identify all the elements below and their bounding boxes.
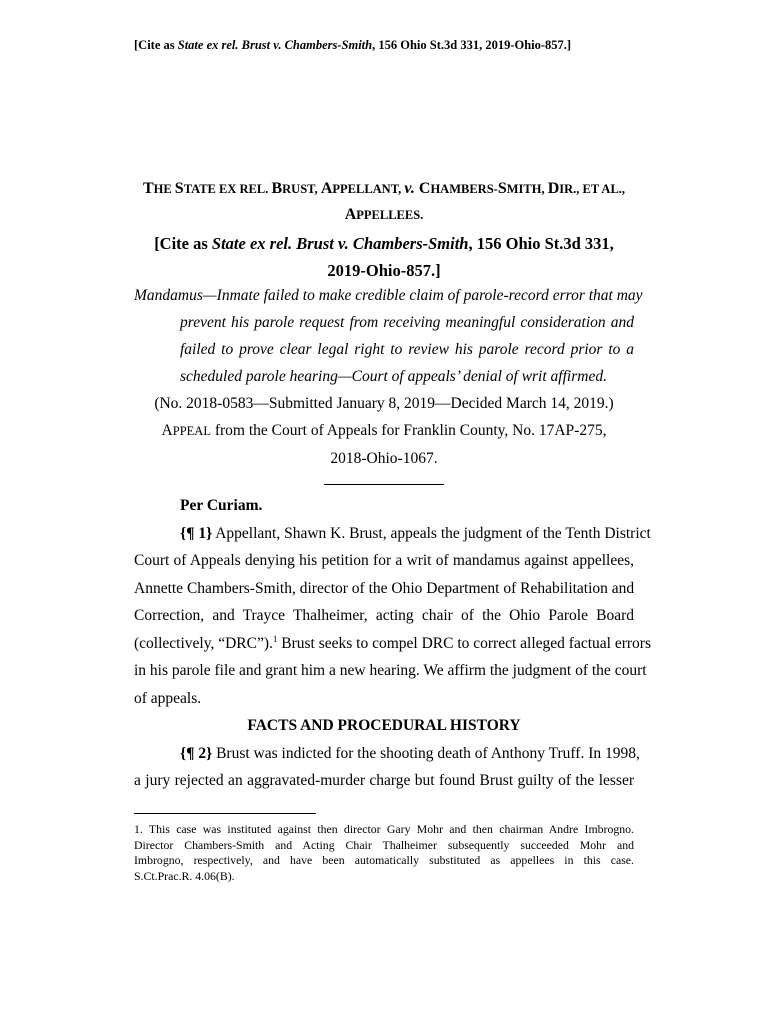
- paragraph-number: {¶ 2}: [180, 744, 213, 762]
- footnote-line: Director Chambers-Smith and Acting Chair Thalheimer subsequently succeeded Mohr and: [134, 837, 634, 852]
- case-citation-line-2: 2019-Ohio-857.]: [327, 261, 441, 280]
- header-cite-suffix: , 156 Ohio St.3d 331, 2019-Ohio-857.]: [372, 38, 572, 52]
- caption-line-1: THE STATE EX REL. BRUST, APPELLANT, v. CHAMBERS-SMITH, DIR., ET AL.,: [142, 180, 626, 197]
- footnote-rule: [134, 813, 316, 814]
- paragraph-line: of appeals.: [134, 689, 202, 707]
- syllabus-line: prevent his parole request from receiving meaningful consideration and: [180, 314, 634, 331]
- syllabus-line: scheduled parole hearing—Court of appeals’ denial of writ affirmed.: [180, 368, 607, 385]
- header-citation: [134, 38, 694, 53]
- syllabus: [134, 282, 643, 390]
- footnote-line: S.Ct.Prac.R. 4.06(B).: [134, 868, 235, 883]
- footnote-reference[interactable]: 1: [272, 633, 278, 644]
- paragraph-line: in his parole file and grant him a new hearing. We affirm the judgment of the court: [134, 662, 647, 679]
- paragraph-line: Court of Appeals denying his petition for a writ of mandamus against appellees,: [134, 552, 634, 569]
- docket-line: (No. 2018-0583—Submitted January 8, 2019—Decided March 14, 2019.): [154, 395, 614, 412]
- paragraph-number: {¶ 1}: [180, 524, 213, 542]
- footnote-line: 1. This case was instituted against then director Gary Mohr and then chairman Andre Imbrogno.: [134, 822, 634, 836]
- syllabus-line: failed to prove clear legal right to review his parole record prior to a: [180, 341, 634, 358]
- section-divider: [324, 484, 444, 485]
- paragraph-2: [134, 740, 640, 795]
- caption-line-2: APPELLEES.: [344, 206, 424, 223]
- per-curiam-heading: Per Curiam.: [180, 497, 263, 514]
- appeal-line: APPEAL from the Court of Appeals for Franklin County, No. 17AP-275,: [161, 422, 607, 439]
- appeal-cite-line: 2018-Ohio-1067.: [330, 450, 438, 467]
- paragraph-line: Annette Chambers-Smith, director of the Ohio Department of Rehabilitation and: [134, 579, 635, 597]
- paragraph-line: Correction, and Trayce Thalheimer, acting chair of the Ohio Parole Board: [134, 607, 634, 624]
- paragraph-line: a jury rejected an aggravated-murder charge but found Brust guilty of the lesser: [134, 772, 634, 789]
- case-citation-line-1: [Cite as State ex rel. Brust v. Chambers-Smith, 156 Ohio St.3d 331,: [154, 234, 614, 253]
- footnote-line: Imbrogno, respectively, and have been automatically substituted as appellees in this case.: [134, 853, 634, 867]
- syllabus-line: Mandamus—Inmate failed to make credible claim of parole-record error that may: [134, 287, 643, 304]
- header-cite-case: State ex rel. Brust v. Chambers-Smith: [177, 38, 373, 52]
- header-cite-prefix: [Cite as: [134, 38, 178, 52]
- docket-info: [134, 390, 634, 472]
- section-heading: FACTS AND PROCEDURAL HISTORY: [247, 717, 521, 734]
- paragraph-line: {¶ 1} Appellant, Shawn K. Brust, appeals the judgment of the Tenth District: [180, 524, 651, 542]
- paragraph-line: {¶ 2} Brust was indicted for the shooting death of Anthony Truff. In 1998,: [180, 744, 640, 762]
- case-citation: [134, 230, 634, 284]
- case-caption: [134, 176, 634, 228]
- footnote: [134, 822, 634, 884]
- paragraph-line: (collectively, “DRC”).$^1$ Brust seeks to compel DRC to correct alleged factual errors: [134, 633, 651, 652]
- paragraph-1: [134, 520, 651, 713]
- opinion-body: [134, 492, 651, 795]
